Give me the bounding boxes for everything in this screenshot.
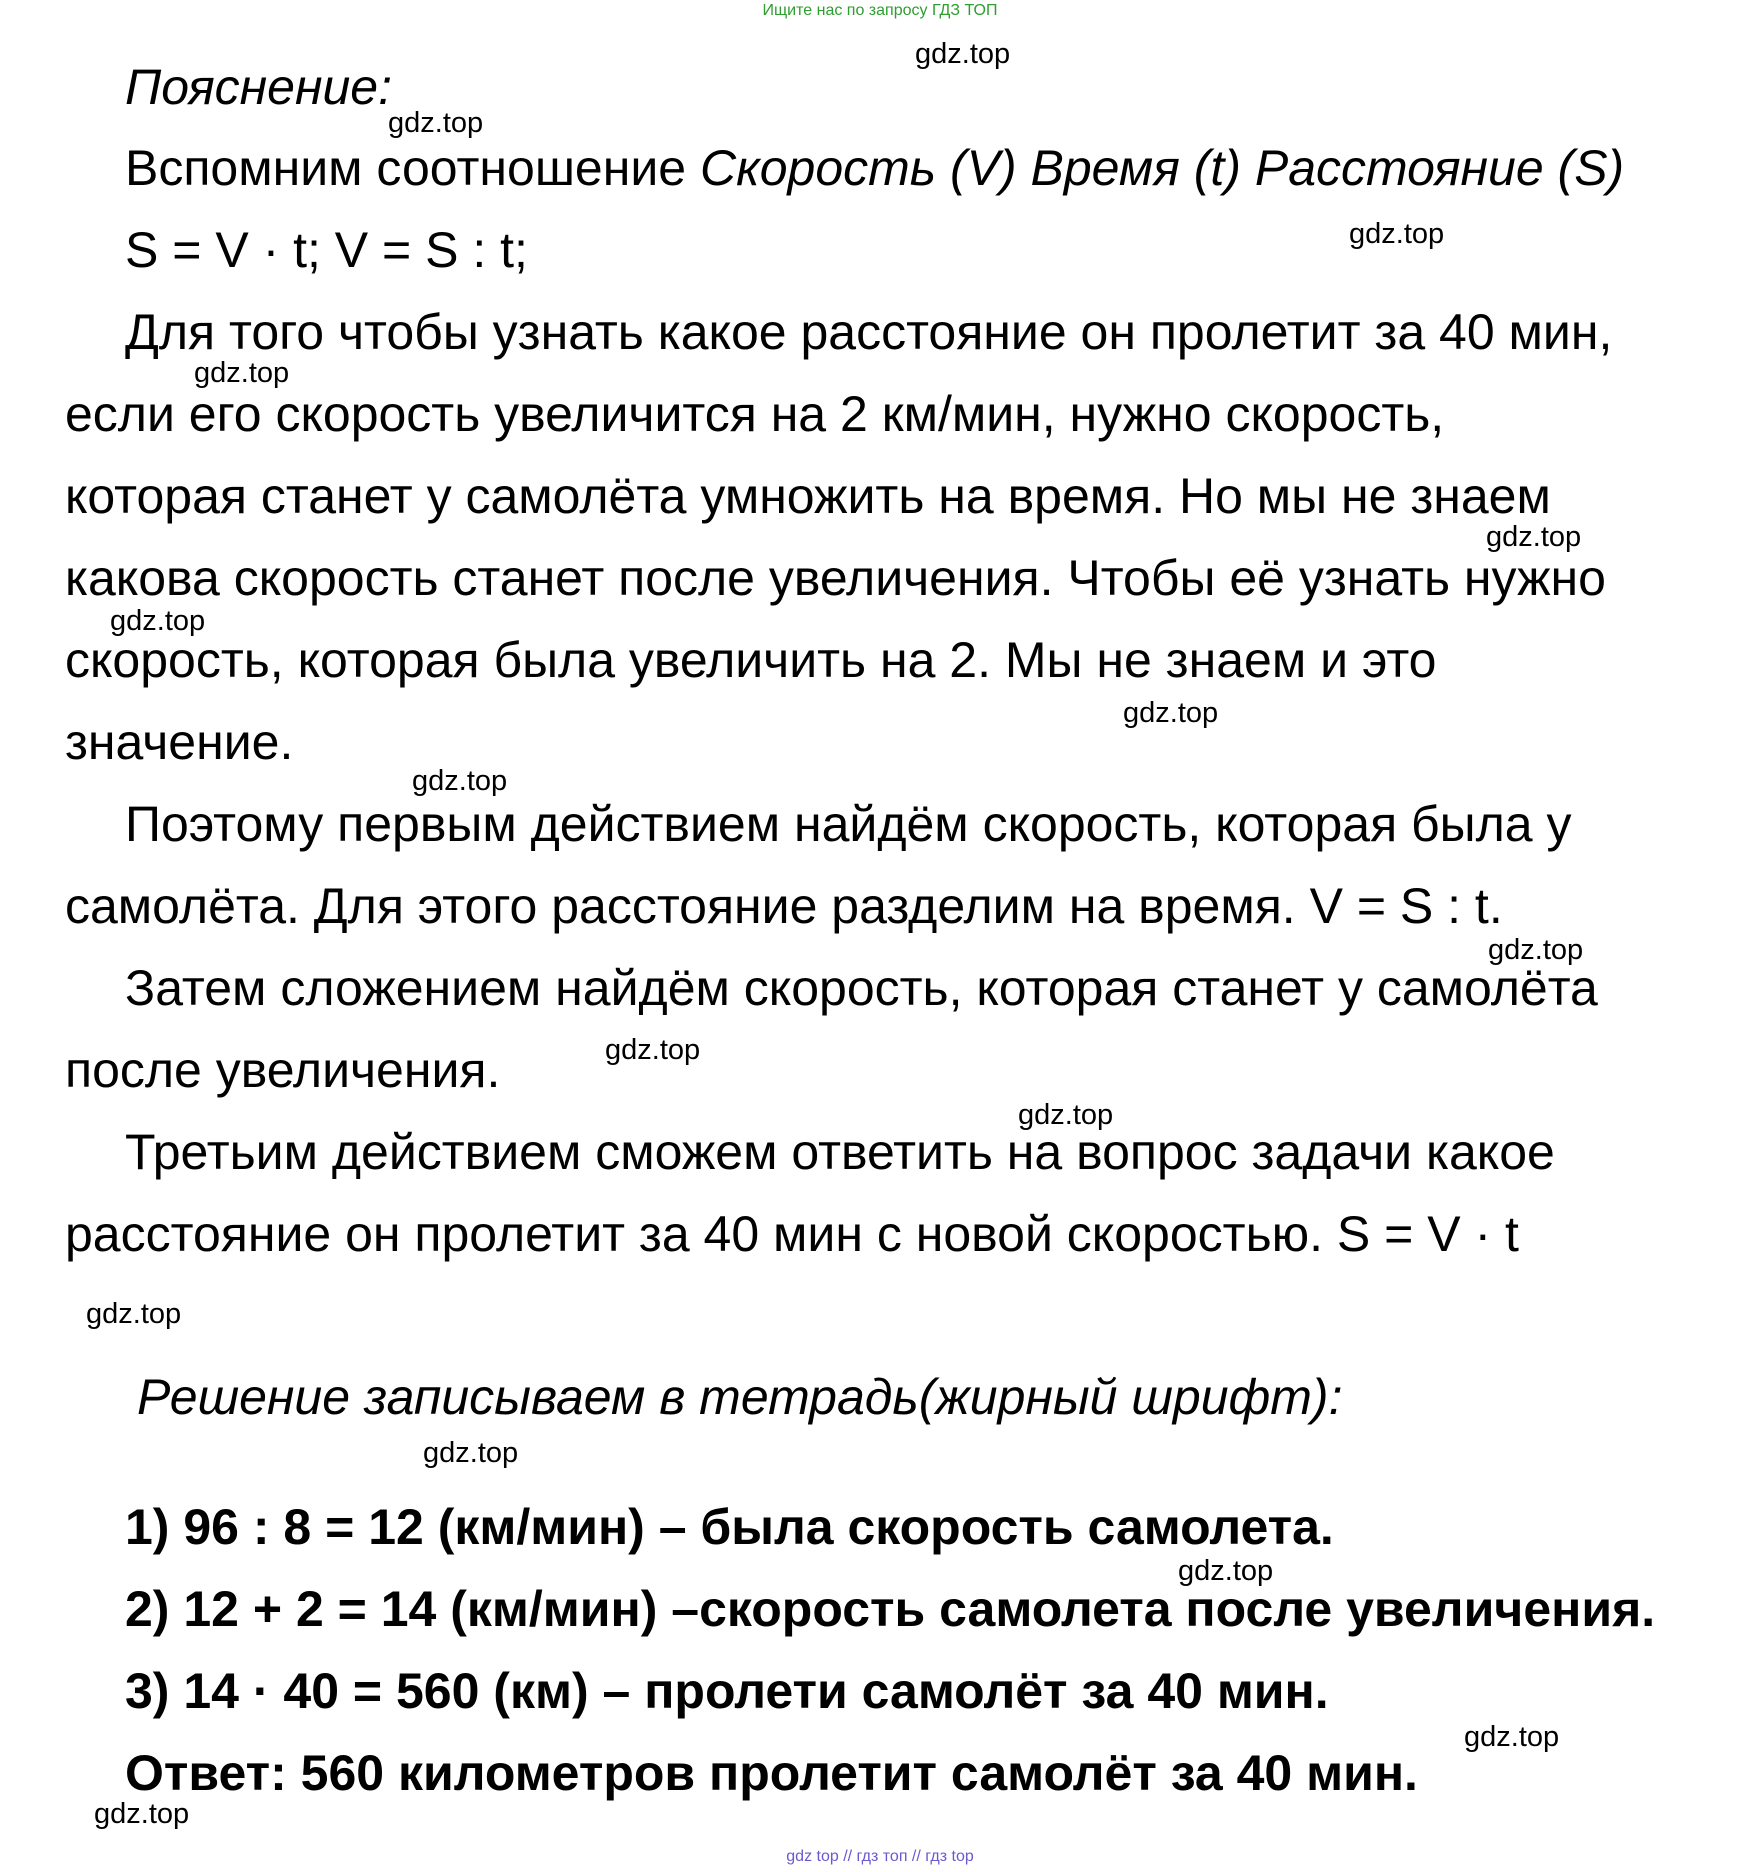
watermark: gdz.top xyxy=(423,1437,519,1469)
paragraph-line: самолёта. Для этого расстояние разделим на время. V = S : t. xyxy=(65,878,1503,934)
watermark: gdz.top xyxy=(412,765,508,797)
watermark: gdz.top xyxy=(1488,934,1584,966)
recall-line xyxy=(125,140,1625,196)
watermark: gdz.top xyxy=(1486,521,1582,553)
watermark: gdz.top xyxy=(1464,1721,1560,1753)
footer-banner: gdz top // гдз топ // гдз top xyxy=(786,1848,974,1865)
watermark: gdz.top xyxy=(1018,1099,1114,1131)
paragraph-line: Третьим действием сможем ответить на вопрос задачи какое xyxy=(125,1124,1555,1180)
recall-terms: Скорость (V) Время (t) Расстояние (S) xyxy=(699,140,1625,196)
watermark: gdz.top xyxy=(915,38,1011,70)
paragraph-line: расстояние он пролетит за 40 мин с новой скоростью. S = V · t xyxy=(65,1206,1519,1262)
watermark: gdz.top xyxy=(1349,218,1445,250)
paragraph-line: Затем сложением найдём скорость, которая станет у самолёта xyxy=(125,960,1598,1016)
paragraph-line: Для того чтобы узнать какое расстояние он пролетит за 40 мин, xyxy=(125,304,1613,360)
search-banner: Ищите нас по запросу ГДЗ ТОП xyxy=(762,2,998,19)
formulas: S = V · t; V = S : t; xyxy=(125,222,528,278)
paragraph-line: значение. xyxy=(65,714,294,770)
watermark: gdz.top xyxy=(94,1798,190,1830)
paragraph-line: Поэтому первым действием найдём скорость, которая была у xyxy=(125,796,1572,852)
watermark: gdz.top xyxy=(1123,697,1219,729)
paragraph-line: скорость, которая была увеличить на 2. Мы не знаем и это xyxy=(65,632,1437,688)
paragraph-line: если его скорость увеличится на 2 км/мин, нужно скорость, xyxy=(65,386,1445,442)
solution-title: Решение записываем в тетрадь(жирный шрифт): xyxy=(137,1369,1343,1425)
explanation-title: Пояснение: xyxy=(125,59,392,115)
paragraph-line: которая станет у самолёта умножить на время. Но мы не знаем xyxy=(65,468,1551,524)
solution-step: 2) 12 + 2 = 14 (км/мин) –скорость самолета после увеличения. xyxy=(125,1581,1656,1637)
solution-step: 1) 96 : 8 = 12 (км/мин) – была скорость самолета. xyxy=(125,1499,1334,1555)
watermark: gdz.top xyxy=(194,357,290,389)
solution-step: 3) 14 · 40 = 560 (км) – пролети самолёт за 40 мин. xyxy=(125,1663,1329,1719)
solution-answer: Ответ: 560 километров пролетит самолёт за 40 мин. xyxy=(125,1745,1418,1801)
recall-prefix: Вспомним соотношение xyxy=(125,140,700,196)
watermark: gdz.top xyxy=(1178,1555,1274,1587)
paragraph-line: какова скорость станет после увеличения. Чтобы её узнать нужно xyxy=(65,550,1606,606)
watermark: gdz.top xyxy=(605,1034,701,1066)
watermark: gdz.top xyxy=(388,107,484,139)
watermark: gdz.top xyxy=(110,605,206,637)
watermark: gdz.top xyxy=(86,1298,182,1330)
paragraph-line: после увеличения. xyxy=(65,1042,501,1098)
